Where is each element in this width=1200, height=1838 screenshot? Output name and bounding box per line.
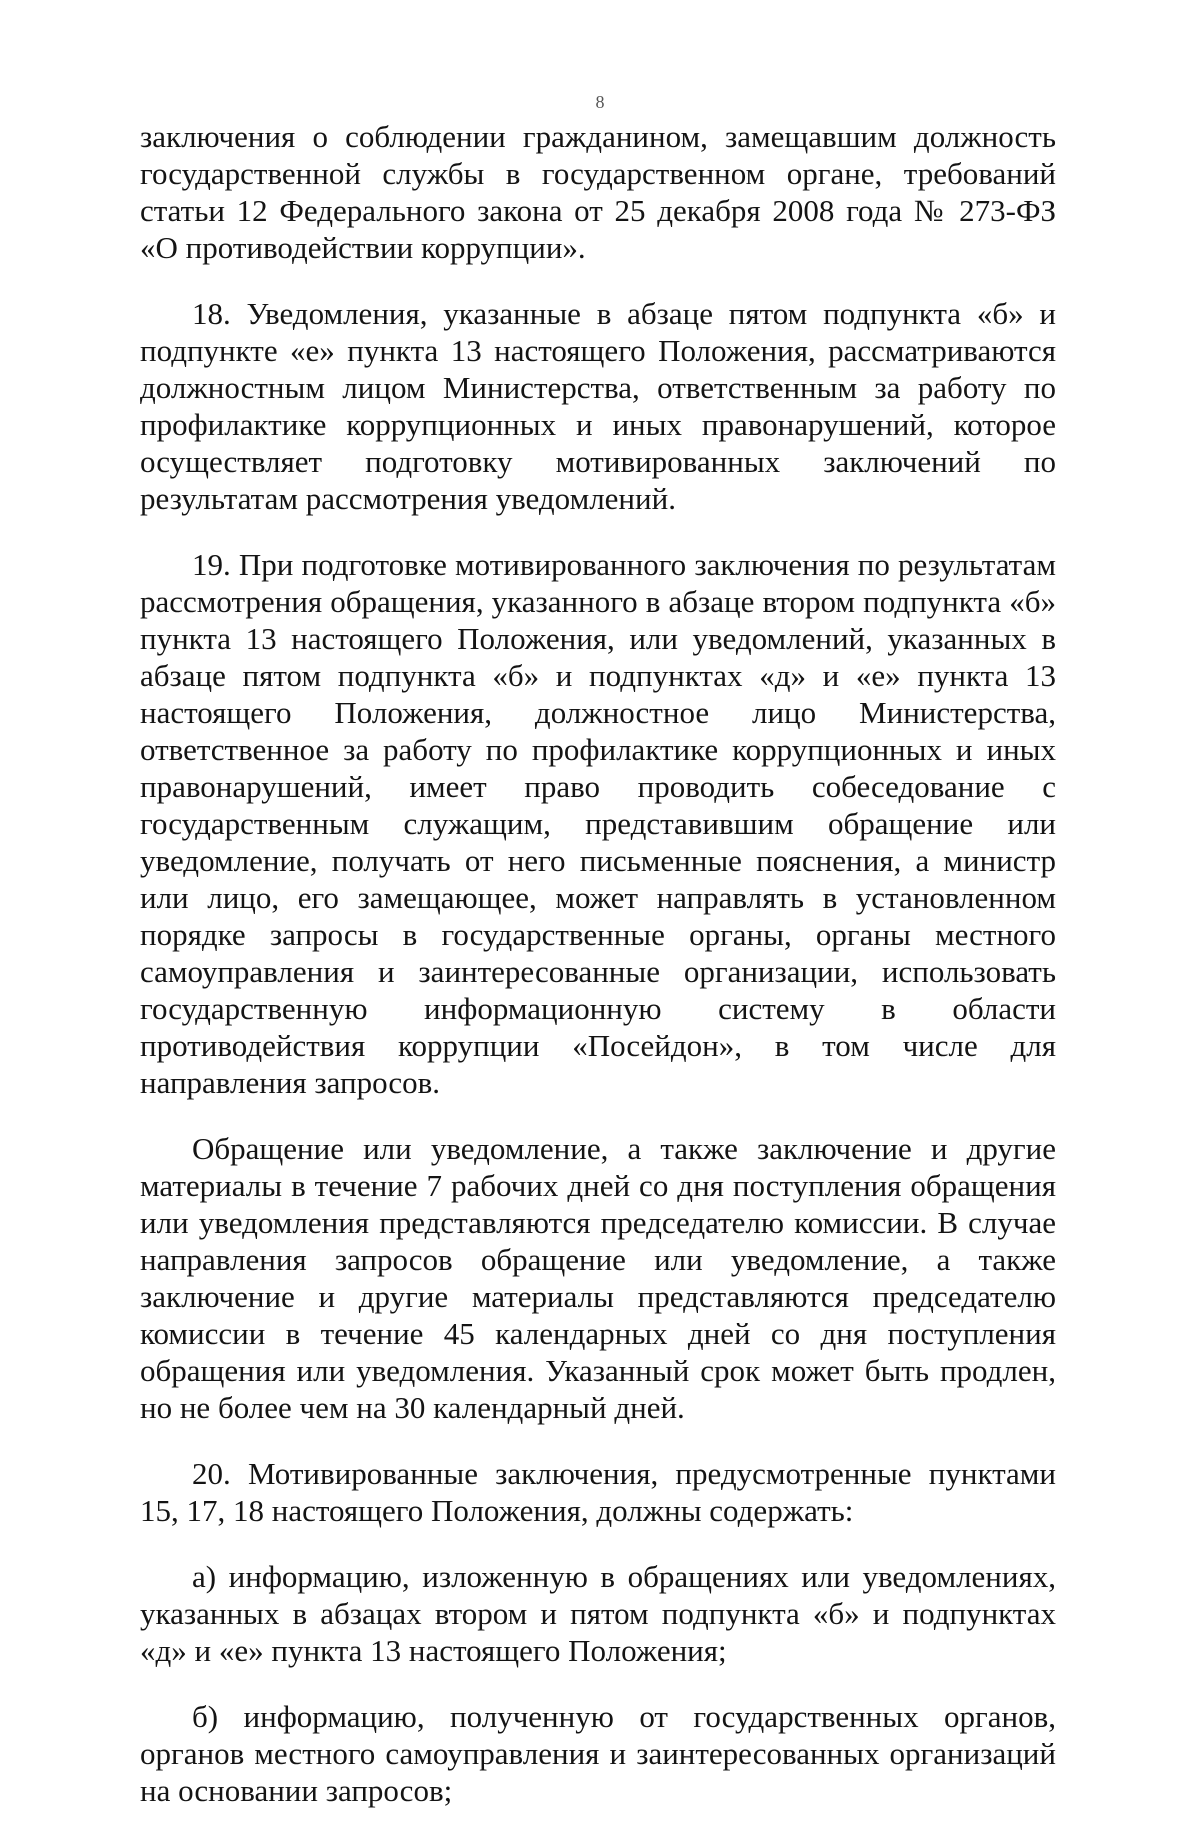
- paragraph-submission-terms: Обращение или уведомление, а также заключение и другие материалы в течение 7 рабочих дней со дня поступления обращения или уведомления представляются председателю комиссии. В случае направления запросов обращение или уведомление, а также заключение и другие материалы представляются председателю комиссии в течение 45 календарных дней со дня поступления обращения или уведомления. Указанный срок может быть продлен, но не более чем на 30 календарный дней.: [140, 1131, 1056, 1425]
- document-body: [140, 118, 1056, 1838]
- paragraph-20-item-b: б) информацию, полученную от государственных органов, органов местного самоуправления и заинтересованных организаций на основании запросов;: [140, 1699, 1056, 1808]
- paragraph-continuation: заключения о соблюдении гражданином, замещавшим должность государственной службы в государственном органе, требований статьи 12 Федерального закона от 25 декабря 2008 года № 273-ФЗ «О противодействии коррупции».: [140, 119, 1056, 265]
- paragraph-18: 18. Уведомления, указанные в абзаце пятом подпункта «б» и подпункте «е» пункта 13 настоящего Положения, рассматриваются должностным лицом Министерства, ответственным за работу по профилактике коррупционных и иных правонарушений, которое осуществляет подготовку мотивированных заключений по результатам рассмотрения уведомлений.: [140, 296, 1056, 516]
- page-number: 8: [595, 92, 605, 112]
- paragraph-19: 19. При подготовке мотивированного заключения по результатам рассмотрения обращения, указанного в абзаце втором подпункта «б» пункта 13 настоящего Положения, или уведомлений, указанных в абзаце пятом подпункта «б» и подпунктах «д» и «е» пункта 13 настоящего Положения, должностное лицо Министерства, ответственное за работу по профилактике коррупционных и иных правонарушений, имеет право проводить собеседование с государственным служащим, представившим обращение или уведомление, получать от него письменные пояснения, а министр или лицо, его замещающее, может направлять в установленном порядке запросы в государственные органы, органы местного самоуправления и заинтересованные организации, использовать государственную информационную систему в области противодействия коррупции «Посейдон», в том числе для направления запросов.: [140, 547, 1056, 1100]
- paragraph-20-item-a: а) информацию, изложенную в обращениях или уведомлениях, указанных в абзацах втором и пятом подпункта «б» и подпунктах «д» и «е» пункта 13 настоящего Положения;: [140, 1559, 1056, 1668]
- paragraph-20: 20. Мотивированные заключения, предусмотренные пунктами 15, 17, 18 настоящего Положения, должны содержать:: [140, 1456, 1056, 1528]
